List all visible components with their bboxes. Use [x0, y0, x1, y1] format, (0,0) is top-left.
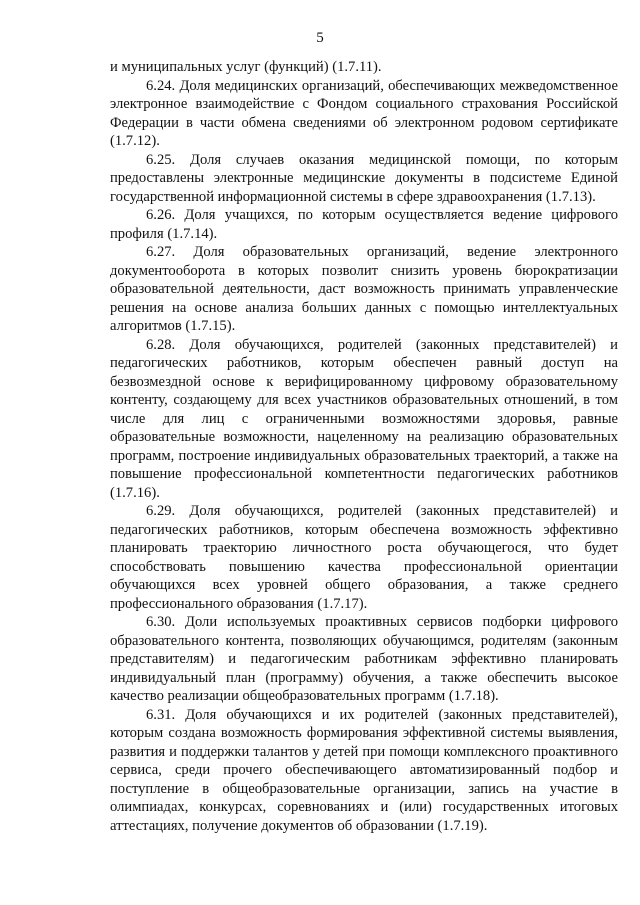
paragraph-continuation: и муниципальных услуг (функций) (1.7.11).	[110, 59, 382, 75]
paragraph-6-27: 6.27. Доля образовательных организаций, ведение электронного документооборота в которых позволит снизить уровень бюрократизации образовательной деятельности, даст возможность принимать управленческие решения на основе анализа больших данных с помощью интеллектуальных алгоритмов (1.7.15).	[110, 244, 618, 334]
paragraph-6-25: 6.25. Доля случаев оказания медицинской помощи, по которым предоставлены электронные медицинские документы в подсистеме Единой государственной информационной системы в сфере здравоохранения (1.7.13).	[110, 151, 618, 205]
document-body	[110, 58, 618, 835]
paragraph-6-26: 6.26. Доля учащихся, по которым осуществляется ведение цифрового профиля (1.7.14).	[110, 207, 618, 242]
paragraph-6-28: 6.28. Доля обучающихся, родителей (законных представителей) и педагогических работников, которым обеспечен равный доступ на безвозмездной основе к верифицированному цифровому образовательному контенту, создающему для всех участников образовательных отношений, в том числе для лиц с ограниченными возможностями здоровья, равные образовательные возможности, нацеленному на реализацию образовательных программ, построение индивидуальных образовательных траекторий, а также на повышение профессиональной компетентности педагогических работников (1.7.16).	[110, 336, 618, 501]
paragraph-6-31: 6.31. Доля обучающихся и их родителей (законных представителей), которым создана возможность формирования эффективной системы выявления, развития и поддержки талантов у детей при помощи комплексного проактивного сервиса, среди прочего обеспечивающего автоматизированный подбор и поступление в общеобразовательные организации, запись на участие в олимпиадах, конкурсах, соревнованиях и (или) государственных итоговых аттестациях, получение документов об образовании (1.7.19).	[110, 706, 618, 834]
page-number: 5	[316, 30, 324, 46]
paragraph-6-30: 6.30. Доли используемых проактивных сервисов подборки цифрового образовательного контента, позволяющих обучающимся, родителям (законным представителям) и педагогическим работникам эффективно планировать индивидуальный план (программу) обучения, а также обеспечить высокое качество реализации общеобразовательных программ (1.7.18).	[110, 614, 618, 704]
paragraph-6-29: 6.29. Доля обучающихся, родителей (законных представителей) и педагогических работников, которым обеспечена возможность эффективно планировать траекторию личностного роста обучающегося, что будет способствовать повышению качества профессиональной ориентации обучающихся всех уровней общего образования, а также среднего профессионального образования (1.7.17).	[110, 503, 618, 612]
paragraph-6-24: 6.24. Доля медицинских организаций, обеспечивающих межведомственное электронное взаимодействие с Фондом социального страхования Российской Федерации в части обмена сведениями об электронном родовом сертификате (1.7.12).	[110, 77, 618, 149]
